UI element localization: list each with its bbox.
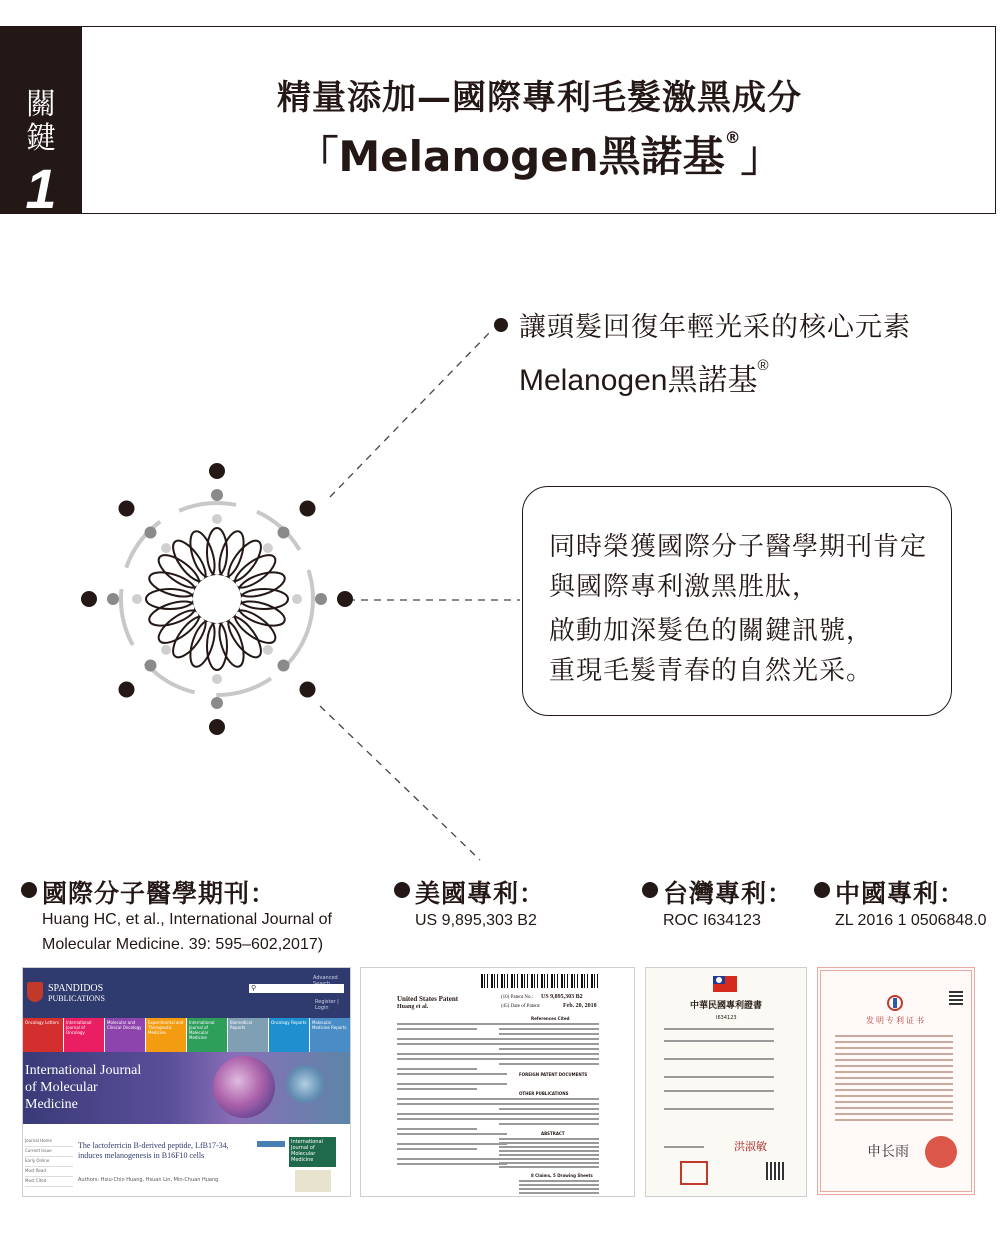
petal-shape [186, 528, 220, 580]
source-label-cn: 中國專利： [835, 879, 966, 908]
molecule-dot [263, 543, 273, 553]
journal-nav-item[interactable]: Experimental and Therapeutic Medicine [146, 1018, 186, 1052]
center-hole [193, 575, 241, 623]
text-line [397, 1068, 477, 1070]
molecule-dot [212, 674, 222, 684]
text-line [519, 1188, 599, 1190]
text-line [499, 1150, 599, 1152]
badge-line: Molecular [291, 1151, 316, 1157]
registered-mark: ® [757, 357, 769, 374]
text-line [499, 1113, 599, 1115]
hero-title-line: International Journal [25, 1063, 142, 1078]
publisher-name: PUBLICATIONS [48, 994, 105, 1003]
text-line [397, 1058, 507, 1060]
text-line [397, 1043, 507, 1045]
article-title[interactable] [78, 1141, 229, 1161]
badge-line: Medicine [291, 1157, 314, 1163]
text-line [835, 1047, 953, 1049]
text-line [397, 1098, 507, 1100]
petal-shape [146, 589, 194, 609]
patent-inventor: Huang et al. [397, 1004, 429, 1010]
molecule-icon [81, 463, 353, 735]
journal-cover-badge [289, 1137, 336, 1167]
text-line [835, 1077, 953, 1079]
text-line [397, 1128, 477, 1130]
text-line [499, 1146, 599, 1148]
petal-shape [186, 618, 220, 670]
source-detail: Molecular Medicine. 39: 595–602,2017) [42, 936, 324, 953]
source-detail: ROC I634123 [663, 912, 761, 929]
text-line [835, 1071, 953, 1073]
molecule-dot [81, 591, 97, 607]
publisher-name: SPANDIDOS [48, 983, 104, 994]
text-line [519, 1180, 599, 1182]
molecule-dot [119, 501, 135, 517]
text-line [499, 1142, 599, 1144]
molecule-dot [161, 645, 171, 655]
text-line [397, 1163, 507, 1165]
cn-cert-title: 发明专利证书 [866, 1016, 926, 1025]
callout-line: 與國際專利激黑胜肽， [549, 572, 820, 602]
text-line [499, 1043, 599, 1045]
advanced-search-link[interactable]: Advanced [313, 975, 338, 981]
hero-title [25, 1062, 141, 1113]
text-line [397, 1143, 507, 1145]
molecule-dot [211, 697, 223, 709]
key-tab-number: 1 [25, 157, 57, 220]
text-line [499, 1053, 599, 1055]
journal-sidebar-item[interactable]: Early Online [25, 1158, 73, 1167]
journal-nav-item[interactable]: Oncology Letters [23, 1018, 63, 1052]
text-line [397, 1118, 507, 1120]
text-line [664, 1076, 774, 1078]
feature-brand-text: Melanogen黑諾基 [519, 364, 758, 397]
key-tab-char: 關 [26, 87, 56, 122]
qr-code [766, 1162, 784, 1180]
petal-shape [146, 597, 198, 631]
source-label-us: 美國專利： [415, 879, 546, 908]
patent-header: United States Patent [397, 995, 459, 1003]
feature-heading: 讓頭髮回復年輕光采的核心元素 [519, 312, 911, 343]
callout-line: 重現毛髮青春的自然光采。 [549, 656, 874, 686]
text-line [499, 1103, 599, 1105]
text-line [397, 1148, 477, 1150]
text-line [664, 1058, 774, 1060]
journal-sidebar-item[interactable]: Most Cited [25, 1178, 73, 1187]
text-line [835, 1041, 953, 1043]
text-line [664, 1090, 774, 1092]
text-line [397, 1073, 507, 1075]
molecule-dot [145, 660, 157, 672]
tw-patent-screenshot [645, 967, 807, 1197]
text-line [664, 1028, 774, 1030]
source-label-tw: 台灣專利： [663, 879, 794, 908]
molecule-dot [292, 594, 302, 604]
bullet-dot [394, 882, 410, 898]
text-line [397, 1158, 507, 1160]
badge-line: Journal of [291, 1145, 315, 1151]
patent-date-label: (45) Date of Patent: [501, 1004, 541, 1009]
text-line [499, 1154, 599, 1156]
molecule-dot [278, 660, 290, 672]
text-line [664, 1146, 704, 1148]
cell-image [285, 1064, 325, 1104]
hero-title-line: of Molecular [25, 1080, 98, 1095]
text-line [397, 1083, 507, 1085]
source-detail: Huang HC, et al., International Journal of [42, 911, 332, 928]
text-line [664, 1108, 774, 1110]
text-line [499, 1048, 599, 1050]
journal-nav-item[interactable]: Oncology Reports [269, 1018, 309, 1052]
petal-shape [207, 528, 227, 576]
text-line [835, 1053, 953, 1055]
molecule-dot [263, 645, 273, 655]
journal-nav [23, 1018, 350, 1052]
text-line [519, 1184, 599, 1186]
patent-claims: 8 Claims, 5 Drawing Sheets [531, 1173, 593, 1178]
hero-title-line: Medicine [25, 1097, 78, 1112]
badge-line: International [291, 1139, 323, 1145]
text-line [499, 1033, 599, 1035]
signature-stamp: 申长雨 [867, 1144, 909, 1160]
molecule-dot [300, 682, 316, 698]
bullet-dot [814, 882, 830, 898]
journal-nav-item[interactable]: Molecular and Clinical Oncology [105, 1018, 145, 1052]
journal-nav-item[interactable]: International Journal of Oncology [64, 1018, 104, 1052]
text-line [397, 1088, 477, 1090]
petal-shape [146, 568, 198, 602]
text-line [835, 1113, 953, 1115]
text-line [397, 1103, 507, 1105]
text-line [499, 1063, 599, 1065]
title-close-bracket: 」 [740, 132, 783, 181]
text-line [499, 1028, 599, 1030]
official-seal [925, 1136, 957, 1168]
text-line [397, 1053, 507, 1055]
molecule-dot [315, 593, 327, 605]
text-line [499, 1162, 599, 1164]
molecule-dot [132, 594, 142, 604]
text-line [499, 1123, 599, 1125]
article-title-line: induces melanogenesis in B16F10 cells [78, 1151, 205, 1160]
patent-refs: References Cited [531, 1016, 570, 1021]
official-seal [680, 1161, 708, 1185]
text-line [835, 1119, 953, 1121]
molecule-dot [337, 591, 353, 607]
text-line [397, 1133, 507, 1135]
text-line [835, 1065, 953, 1067]
search-icon[interactable]: ⚲ [251, 984, 257, 992]
text-line [499, 1098, 599, 1100]
patent-abstract: ABSTRACT [541, 1131, 565, 1136]
source-detail: ZL 2016 1 0506848.0 [835, 912, 987, 929]
text-line [835, 1107, 953, 1109]
text-line [835, 1083, 953, 1085]
text-line [499, 1118, 599, 1120]
journal-nav-item[interactable]: Molecular Medicine Reports [310, 1018, 350, 1052]
molecule-dot [211, 489, 223, 501]
text-line [397, 1113, 507, 1115]
signature-stamp: 洪淑敏 [734, 1140, 767, 1153]
text-line [397, 1038, 507, 1040]
search-input[interactable] [249, 984, 344, 993]
molecule-dot [278, 527, 290, 539]
text-line [835, 1095, 953, 1097]
text-line [835, 1035, 953, 1037]
journal-nav-item[interactable]: International Journal of Molecular Medicine [187, 1018, 227, 1052]
title-open-bracket: 「 [296, 132, 339, 181]
patent-text-lines [361, 968, 634, 1196]
text-line [835, 1089, 953, 1091]
callout-line: 啟動加深髮色的關鍵訊號， [549, 616, 874, 646]
text-line [519, 1192, 599, 1194]
molecule-dot [145, 527, 157, 539]
bullet-dot [642, 882, 658, 898]
petal-shape [215, 528, 249, 580]
journal-sidebar-item[interactable]: Most Read [25, 1168, 73, 1177]
bullet-dot [21, 882, 37, 898]
text-line [499, 1166, 599, 1168]
cell-image [213, 1056, 275, 1118]
journal-sidebar-item[interactable]: Journal Home [25, 1138, 73, 1147]
text-line [499, 1108, 599, 1110]
patent-date: Feb. 20, 2018 [563, 1003, 597, 1009]
text-line [664, 1040, 774, 1042]
title-brand: Melanogen黑諾基 [338, 132, 725, 181]
key-tab-char: 鍵 [26, 121, 56, 156]
petal-shape [236, 568, 288, 602]
article-title-line: The lactoferricin B-derived peptide, LfB17-34, [78, 1141, 229, 1150]
text-line [397, 1028, 477, 1030]
patent-foreign: FOREIGN PATENT DOCUMENTS [519, 1072, 588, 1077]
petal-shape [236, 597, 288, 631]
text-line [397, 1023, 507, 1025]
tw-cert-title: 中華民國專利證書 [689, 1001, 762, 1011]
shield-icon [27, 982, 43, 1002]
register-link[interactable]: Register | Login [315, 999, 339, 1011]
patent-number: US 9,895,303 B2 [541, 994, 583, 1000]
article-button[interactable] [257, 1141, 285, 1147]
text-line [499, 1158, 599, 1160]
journal-sidebar [25, 1138, 73, 1188]
patent-no-label: (10) Patent No.: [501, 995, 534, 1000]
text-line [835, 1059, 953, 1061]
tw-cert-number: I634123 [716, 1015, 737, 1021]
patent-other: OTHER PUBLICATIONS [519, 1091, 569, 1096]
callout-line: 同時榮獲國際分子醫學期刊肯定 [549, 532, 928, 562]
us-patent-screenshot [360, 967, 635, 1197]
chart-thumbnail [295, 1170, 331, 1192]
text-line [499, 1038, 599, 1040]
petal-shape [240, 589, 288, 609]
petal-shape [215, 618, 249, 670]
molecule-dot [119, 682, 135, 698]
text-line [499, 1023, 599, 1025]
text-line [499, 1138, 599, 1140]
source-detail: US 9,895,303 B2 [415, 912, 537, 929]
molecule-dot [161, 543, 171, 553]
page-title: 精量添加—國際專利毛髮激黑成分 [277, 78, 802, 118]
molecule-dot [212, 514, 222, 524]
journal-sidebar-item[interactable]: Current Issue [25, 1148, 73, 1157]
text-line [499, 1058, 599, 1060]
molecule-dot [209, 463, 225, 479]
journal-screenshot [22, 967, 351, 1197]
journal-nav-item[interactable]: Biomedical Reports [228, 1018, 268, 1052]
molecule-dot [300, 501, 316, 517]
petal-shape [207, 622, 227, 670]
article-authors: Authors: Hsiu-Chin Huang, Hsuan Lin, Min-Chuan Huang [78, 1177, 219, 1183]
text-line [835, 1101, 953, 1103]
cn-patent-screenshot [817, 967, 975, 1195]
registered-mark: ® [724, 128, 741, 147]
molecule-dot [209, 719, 225, 735]
molecule-dot [107, 593, 119, 605]
source-label-journal: 國際分子醫學期刊： [42, 879, 277, 908]
